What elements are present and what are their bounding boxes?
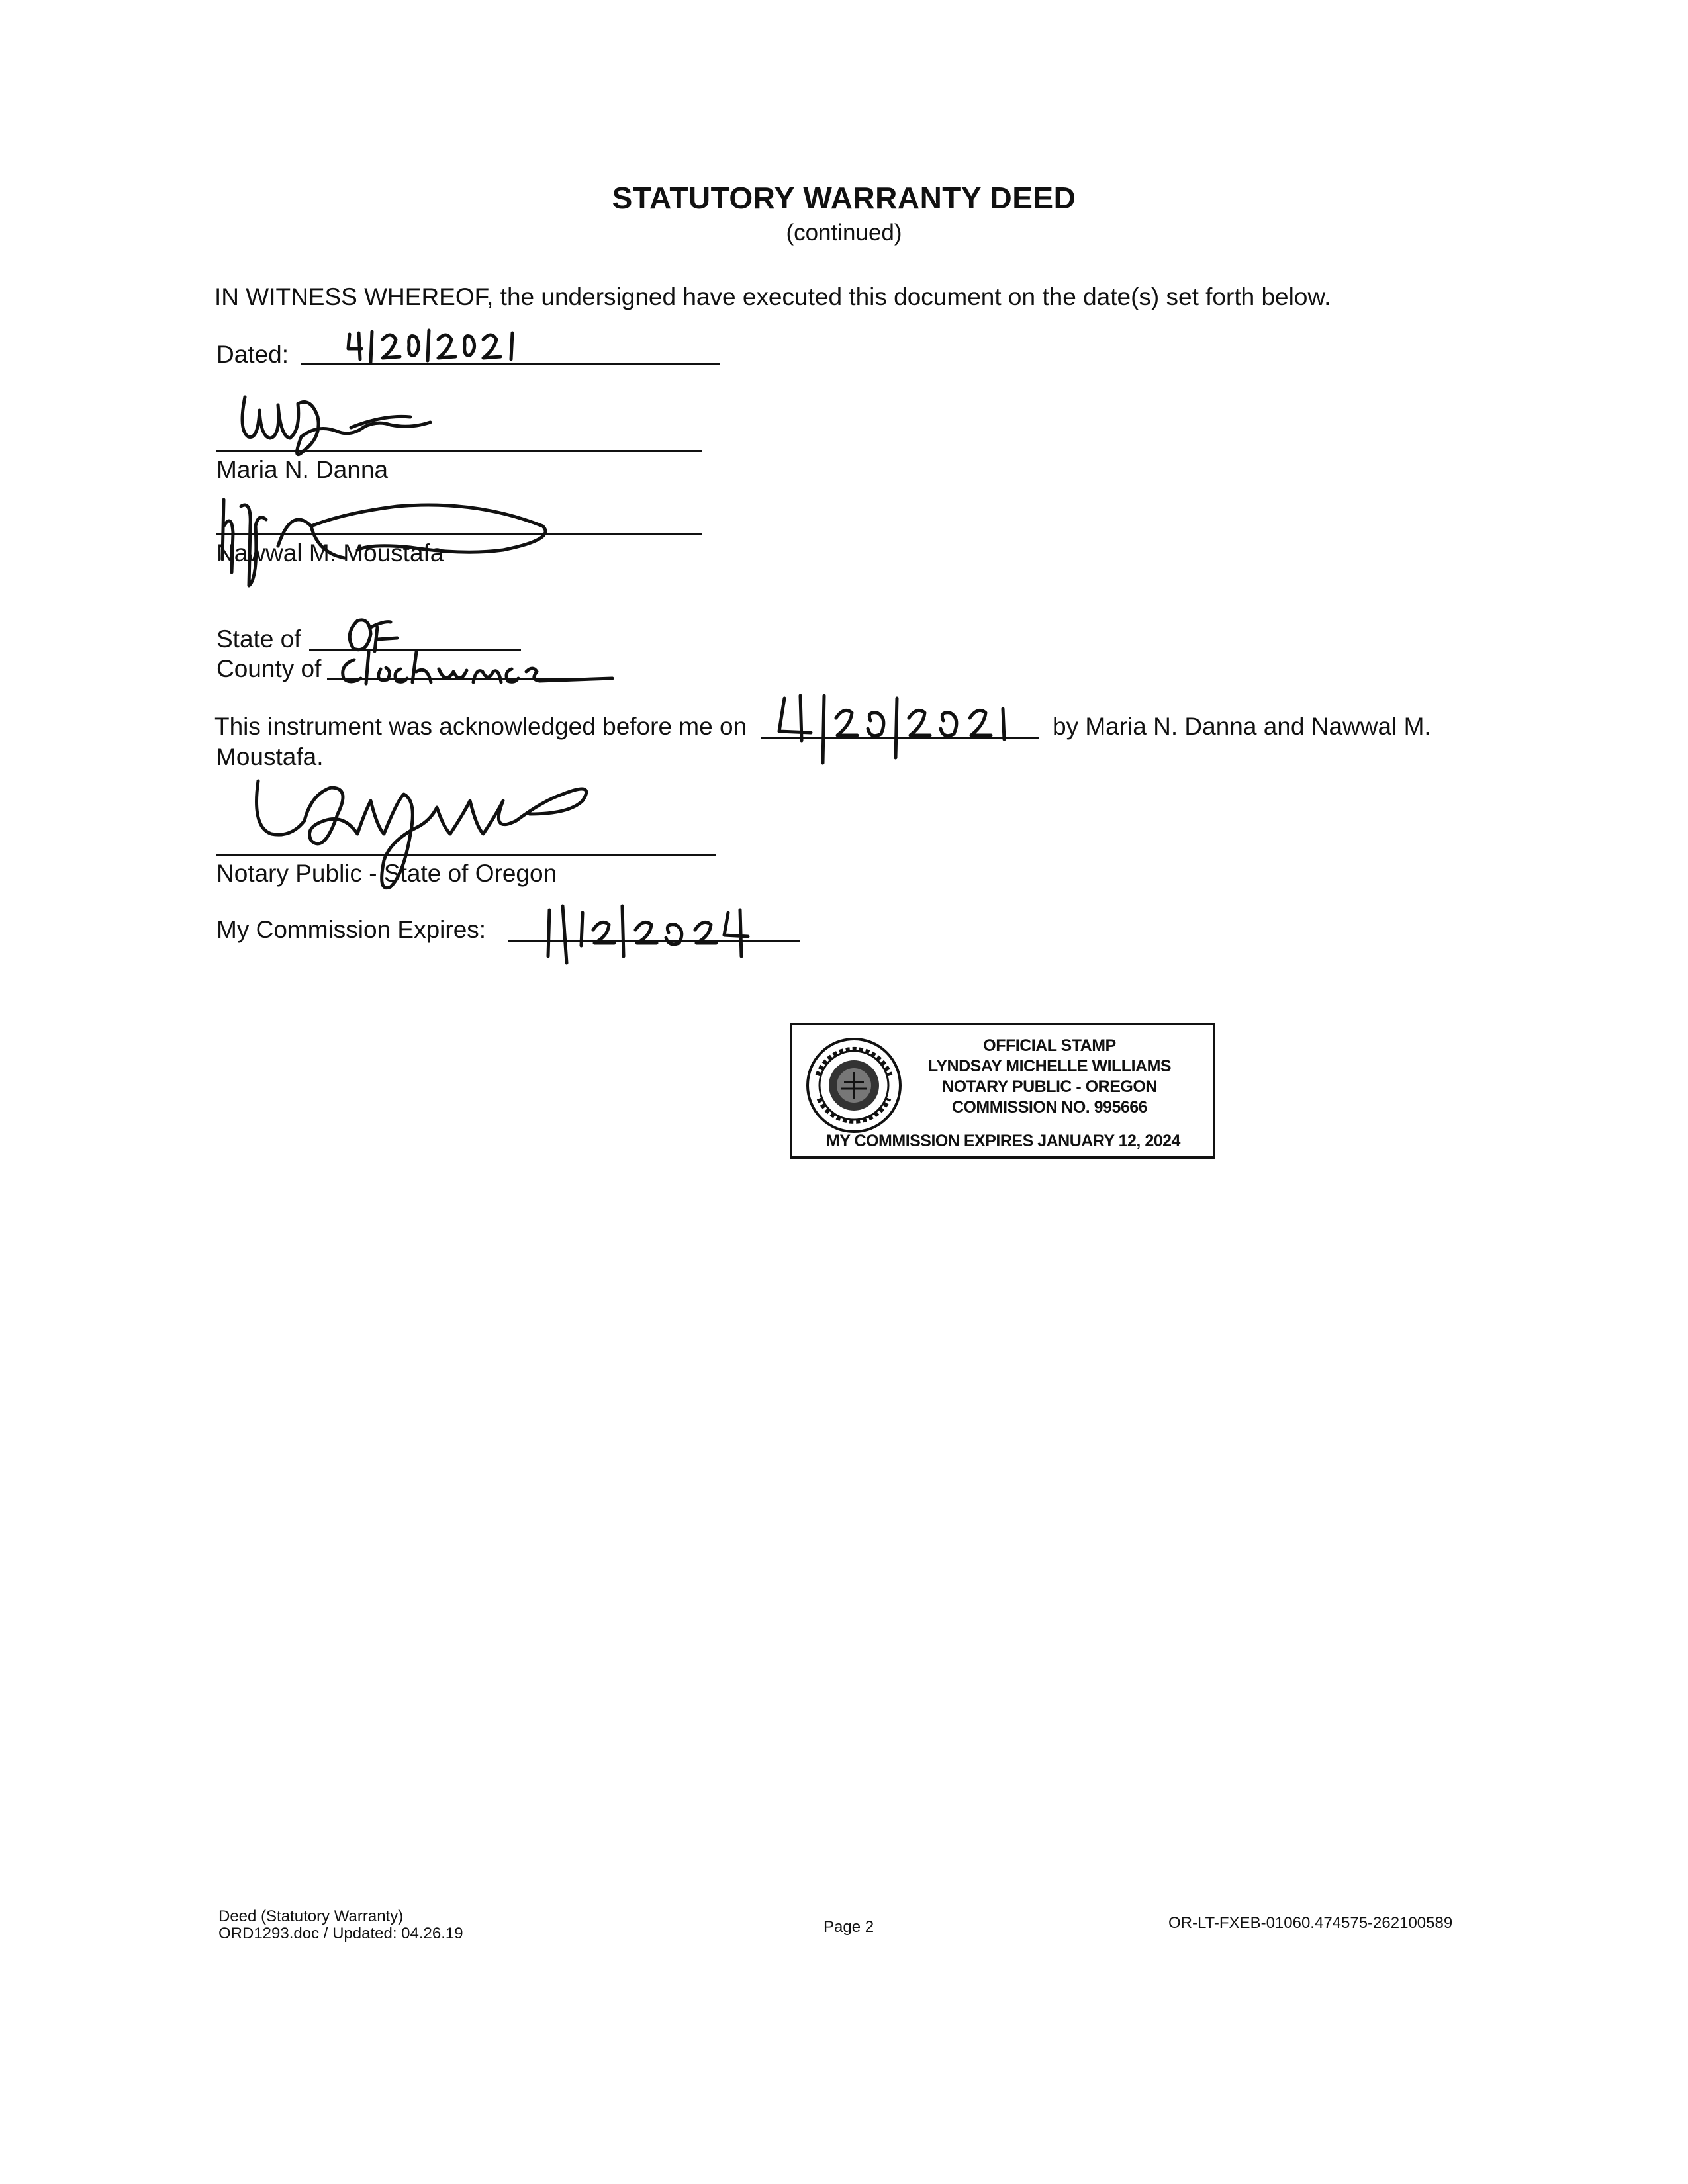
footer-page-number: Page 2 xyxy=(823,1918,874,1936)
signature-line-1 xyxy=(216,450,702,452)
witness-statement: IN WITNESS WHEREOF, the undersigned have executed this document on the date(s) set forth below. xyxy=(214,283,1331,310)
stamp-line-notary-public: NOTARY PUBLIC - OREGON xyxy=(942,1077,1157,1096)
handwritten-commission-date xyxy=(530,903,808,970)
notary-label: Notary Public - State of Oregon xyxy=(216,860,557,887)
signer2-name: Nawwal M. Moustafa xyxy=(216,539,444,567)
handwritten-ack-date xyxy=(771,692,1049,764)
notary-signature-line xyxy=(216,854,716,856)
document-subtitle: (continued) xyxy=(786,220,902,246)
county-label: County of xyxy=(216,655,322,682)
state-seal-icon xyxy=(804,1036,904,1135)
footer-doc-version: ORD1293.doc / Updated: 04.26.19 xyxy=(218,1925,463,1942)
stamp-line-commission-no: COMMISSION NO. 995666 xyxy=(951,1098,1148,1116)
ack-text-before: This instrument was acknowledged before me on xyxy=(214,713,747,740)
state-label: State of xyxy=(216,625,301,653)
signer1-name: Maria N. Danna xyxy=(216,456,389,483)
ack-text-after: by Maria N. Danna and Nawwal M. xyxy=(1053,713,1431,740)
stamp-line-official: OFFICIAL STAMP xyxy=(983,1036,1116,1055)
handwritten-dated-date xyxy=(344,328,543,371)
document-title: STATUTORY WARRANTY DEED xyxy=(612,181,1076,215)
signature-line-2 xyxy=(216,533,702,535)
handwritten-county-value xyxy=(334,645,612,692)
footer-file-number: OR-LT-FXEB-01060.474575-262100589 xyxy=(1168,1914,1453,1932)
footer-form-name: Deed (Statutory Warranty) xyxy=(218,1907,404,1925)
stamp-line-expires: MY COMMISSION EXPIRES JANUARY 12, 2024 xyxy=(826,1132,1180,1150)
stamp-line-notary-name: LYNDSAY MICHELLE WILLIAMS xyxy=(927,1057,1172,1075)
commission-label: My Commission Expires: xyxy=(216,916,487,943)
official-notary-stamp xyxy=(790,1023,1215,1159)
ack-text-line2: Moustafa. xyxy=(216,743,324,770)
dated-label: Dated: xyxy=(216,341,289,368)
